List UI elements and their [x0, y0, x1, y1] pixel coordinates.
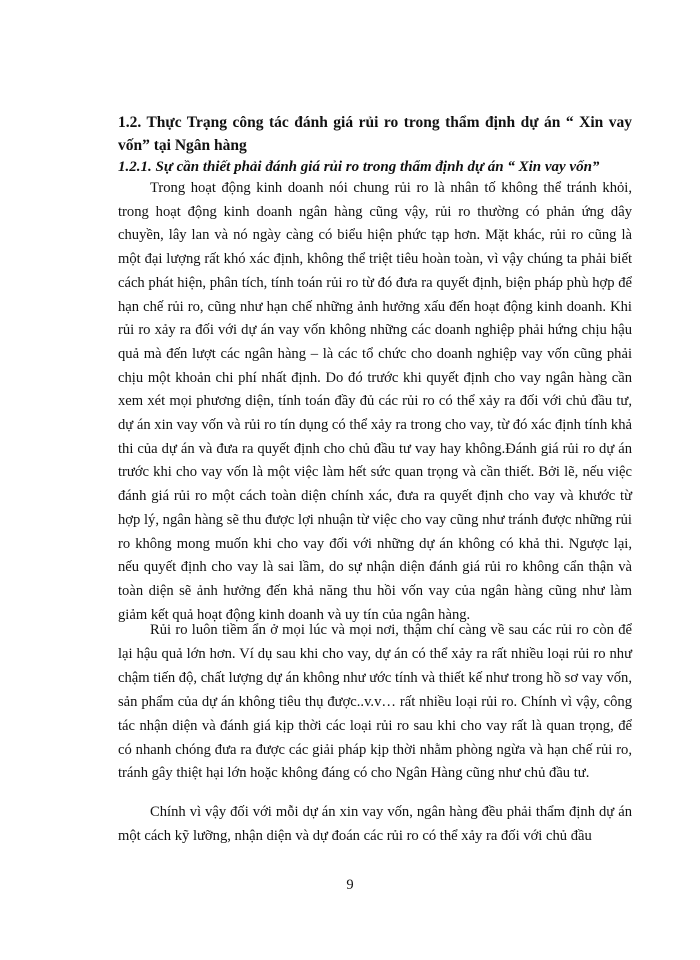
page-number: 9 [346, 877, 354, 893]
body-paragraph-2-block [118, 619, 632, 786]
body-paragraph: Rủi ro luôn tiềm ẩn ở mọi lúc và mọi nơi, thậm chí càng về sau các rủi ro còn để lại hậu quả lớn hơn. Ví dụ sau khi cho vay, dự án có thể xảy ra rất nhiều loại rủi ro như chậm tiến độ, chất lượng dự án không như ước tính và thiết kế như trong hồ sơ vay vốn, sản phẩm của dự án không tiêu thụ được..v.v… rất nhiều loại rủi ro. Chính vì vậy, công tác nhận diện và đánh giá kịp thời các loại rủi ro sau khi cho vay rất là quan trọng, để có nhanh chóng đưa ra được các giải pháp kịp thời nhằm phòng ngừa và hạn chế rủi ro, tránh gây thiệt hại lớn hoặc không đáng có cho Ngân Hàng cũng như chủ đầu tư. [118, 622, 632, 782]
body-paragraph-3-block [118, 800, 632, 848]
section-heading: 1.2. Thực Trạng công tác đánh giá rủi ro trong thẩm định dự án “ Xin vay vốn” tại Ngân hàng [118, 114, 632, 154]
subsection-heading: 1.2.1. Sự cần thiết phải đánh giá rủi ro trong thẩm định dự án “ Xin vay vốn” [118, 159, 600, 175]
body-paragraph: Chính vì vậy đối với mỗi dự án xin vay vốn, ngân hàng đều phải thẩm định dự án một cách kỹ lưỡng, nhận diện và dự đoán các rủi ro có thể xảy ra đối với chủ đầu [118, 804, 632, 844]
body-paragraph: Trong hoạt động kinh doanh nói chung rủi ro là nhân tố không thể tránh khỏi, trong hoạt động kinh doanh ngân hàng cũng vậy, rủi ro thường có phản ứng dây chuyền, lây lan và nó ngày càng có biểu hiện phức tạp hơn. Mặt khác, rủi ro cũng là một đại lượng rất khó xác định, không thể triệt tiêu hoàn toàn, vì vậy chúng ta phải biết cách phát hiện, phân tích, tính toán rủi ro từ đó đưa ra quyết định, biện pháp phù hợp để hạn chế rủi ro, cũng như hạn chế những ảnh hưởng xấu đến hoạt động kinh doanh. Khi rủi ro xảy ra đối với dự án vay vốn không những các doanh nghiệp phải hứng chịu hậu quả mà đến lượt các ngân hàng – là các tổ chức cho doanh nghiệp vay vốn cũng phải chịu một khoản chi phí nhất định. Do đó trước khi quyết định cho vay ngân hàng cần xem xét mọi phương diện, tính toán đầy đủ các rủi ro có thể xảy ra đối với chủ đầu tư, dự án xin vay vốn và rủi ro tín dụng có thể xảy ra trong cho vay, từ đó xác định tính khả thi của dự án và đưa ra quyết định cho chủ đầu tư vay hay không.Đánh giá rủi ro dự án trước khi cho vay vốn là một việc làm hết sức quan trọng và cần thiết. Bởi lẽ, nếu việc đánh giá rủi ro một cách toàn diện chính xác, đưa ra quyết định cho vay và khước từ hợp lý, ngân hàng sẽ thu được lợi nhuận từ việc cho vay cũng như tránh được những rủi ro không mong muốn khi cho vay đối với những dự án không có khả thi. Ngược lại, nếu quyết định cho vay là sai lầm, do sự nhận diện đánh giá rủi ro không cẩn thận và toàn diện sẽ ảnh hưởng đến khả năng thu hồi vốn vay của ngân hàng cũng như làm giảm kết quả hoạt động kinh doanh và uy tín của ngân hàng. [118, 180, 632, 623]
body-paragraph-1-block [118, 177, 632, 627]
